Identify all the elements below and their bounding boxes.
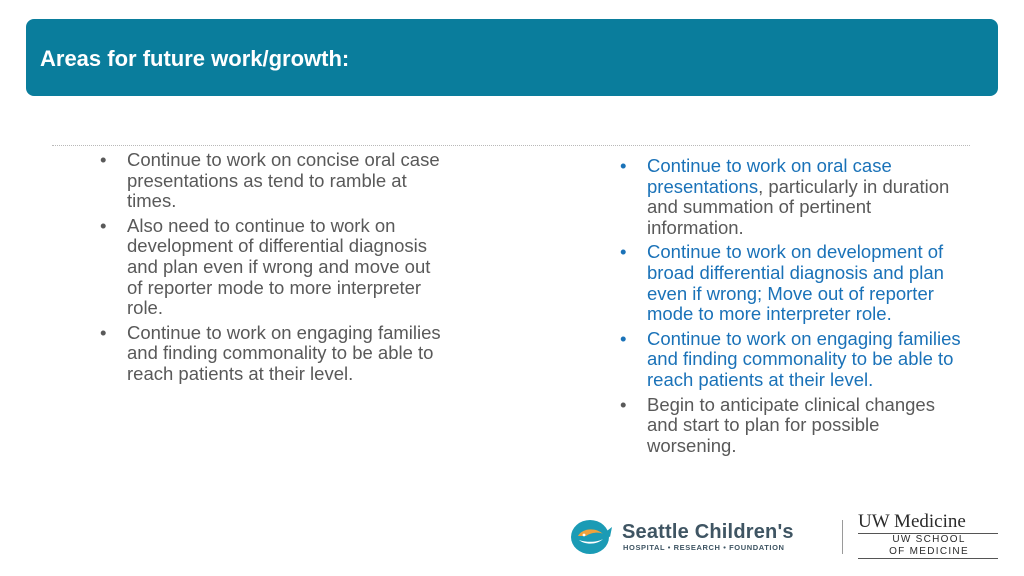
uw-medicine-name: UW Medicine bbox=[858, 511, 966, 532]
uw-school-line-2: OF MEDICINE bbox=[889, 545, 969, 557]
list-item bbox=[100, 216, 450, 319]
list-item-text: Continue to work on concise oral case presentations as tend to ramble at times. bbox=[127, 149, 440, 212]
bullet-marker: • bbox=[620, 155, 627, 176]
logo-separator bbox=[842, 520, 843, 554]
bullet-marker: • bbox=[100, 214, 107, 236]
list-item-text: Continue to work on engaging families and finding commonality to be able to reach patients at their level. bbox=[127, 321, 441, 384]
uw-medicine-logo bbox=[856, 511, 1002, 561]
list-item bbox=[620, 242, 965, 324]
list-item-highlight-text: Continue to work on oral case presentations bbox=[647, 155, 892, 197]
slide-title: Areas for future work/growth: bbox=[40, 46, 350, 71]
bullet-marker: • bbox=[620, 327, 627, 349]
title-banner bbox=[26, 19, 998, 96]
list-item-text: , particularly in duration and summation of pertinent information. bbox=[647, 175, 950, 238]
seattle-childrens-logo bbox=[570, 517, 830, 557]
seattle-childrens-tagline: HOSPITAL • RESEARCH • FOUNDATION bbox=[623, 543, 785, 552]
seattle-childrens-whale-icon bbox=[570, 517, 614, 555]
list-item-highlight-text: Continue to work on development of broad differential diagnosis and plan even if wrong; Move out of reporter mode to more interpreter role. bbox=[647, 241, 944, 325]
list-item bbox=[100, 323, 450, 385]
right-bullet-list bbox=[620, 156, 965, 460]
uw-school-text bbox=[856, 534, 1002, 557]
list-item-highlight-text: Continue to work on engaging families and finding commonality to be able to reach patients at their level. bbox=[647, 327, 961, 390]
seattle-childrens-name: Seattle Children's bbox=[622, 521, 794, 543]
list-item bbox=[100, 150, 450, 212]
bullet-marker: • bbox=[620, 393, 627, 415]
uw-rule-bottom bbox=[858, 558, 998, 559]
bullet-marker: • bbox=[100, 321, 107, 343]
list-item bbox=[620, 329, 965, 391]
uw-school-line-1: UW SCHOOL bbox=[892, 534, 966, 545]
list-item-text: Begin to anticipate clinical changes and start to plan for possible worsening. bbox=[647, 393, 935, 456]
list-item bbox=[620, 156, 965, 238]
bullet-marker: • bbox=[620, 241, 627, 263]
left-bullet-list bbox=[100, 150, 450, 389]
divider-line bbox=[52, 145, 970, 146]
bullet-marker: • bbox=[100, 149, 107, 170]
list-item-text: Also need to continue to work on development of differential diagnosis and plan even if wrong and move out of reporter mode to more interpreter role. bbox=[127, 214, 431, 319]
list-item bbox=[620, 395, 965, 457]
